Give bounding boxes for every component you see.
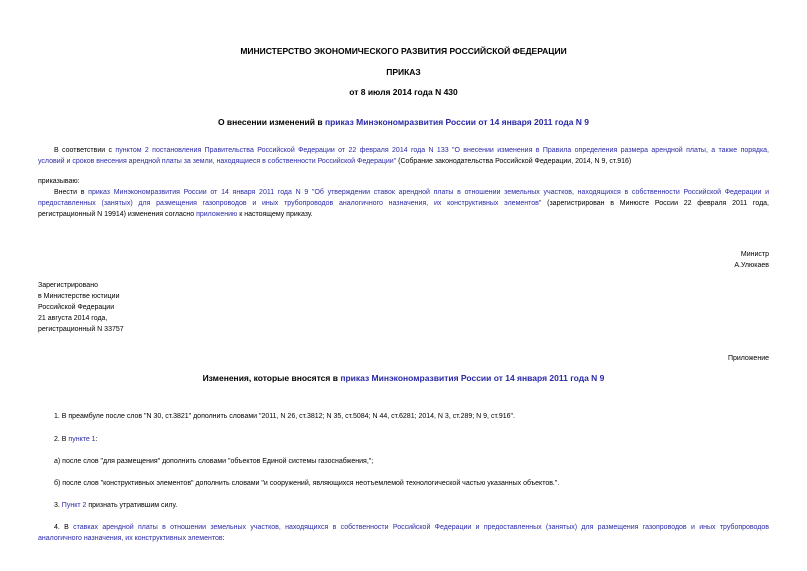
item-4-suffix: : xyxy=(222,535,225,542)
ministry-heading: МИНИСТЕРСТВО ЭКОНОМИЧЕСКОГО РАЗВИТИЯ РОССИЙСКОЙ ФЕДЕРАЦИИ xyxy=(240,46,567,56)
appendix-title-link[interactable]: приказ Минэкономразвития России от 14 января 2011 года N 9 xyxy=(340,373,605,383)
item-4-prefix: 4. В xyxy=(54,524,74,531)
document-title-link[interactable]: приказ Минэкономразвития России от 14 января 2011 года N 9 xyxy=(324,117,590,127)
preamble-text-2: (Собрание законодательства Российской Федерации, 2014, N 9, ст.916) xyxy=(396,158,632,165)
item-3-suffix: признать утратившим силу. xyxy=(86,502,178,509)
appendix-title xyxy=(0,373,807,383)
appendix-label: Приложение xyxy=(727,355,769,362)
registration-line: 21 августа 2014 года, xyxy=(38,315,108,322)
order-text-4: к настоящему приказу. xyxy=(237,211,313,218)
order-text-1: Внести в xyxy=(54,189,89,196)
document-title xyxy=(0,117,807,127)
item-4-line-1 xyxy=(38,522,769,533)
registration-line: Зарегистрировано xyxy=(38,282,98,289)
order-text-2: (зарегистрирован в Минюсте России 22 февраля 2011 года, xyxy=(541,200,769,207)
preamble-text-1: В соответствии с xyxy=(54,147,116,154)
item-2b: б) после слов "конструктивных элементов" дополнить словами "и сооружений, являющихся неотъемлемой технологической частью указанных объектов.". xyxy=(54,480,560,487)
appendix-link[interactable]: приложению xyxy=(196,211,238,218)
order-text-3: регистрационный N 19914) изменения согласно xyxy=(38,211,197,218)
item-2-link[interactable]: пункте 1 xyxy=(68,436,96,443)
item-3 xyxy=(54,500,177,511)
prikazyvayu-label: приказываю: xyxy=(38,178,80,185)
appendix-title-prefix: Изменения, которые вносятся в xyxy=(202,373,341,383)
registration-line: регистрационный N 33757 xyxy=(38,326,124,333)
order-link-1[interactable]: приказ Минэкономразвития России от 14 января 2011 года N 9 "Об утверждении ставок арендной платы в отношении земельных участков, находящихся в собственности Российской Федерации и xyxy=(88,189,769,196)
preamble-line-1 xyxy=(38,145,769,156)
registration-line: Российской Федерации xyxy=(38,304,115,311)
item-4-line-2 xyxy=(38,533,225,544)
doc-type-heading: ПРИКАЗ xyxy=(386,67,421,77)
item-2-suffix: : xyxy=(95,436,98,443)
signature-position: Министр xyxy=(740,251,769,258)
preamble-link-2[interactable]: условий и сроков внесения арендной платы за земли, находящиеся в собственности Российской Федерации" xyxy=(38,158,397,165)
item-2a: а) после слов "для размещения" дополнить словами "объектов Единой системы газоснабжения,"; xyxy=(54,458,374,465)
preamble-line-2 xyxy=(38,156,769,167)
signature-name: А.Улюкаев xyxy=(734,262,769,269)
order-date-number: от 8 июля 2014 года N 430 xyxy=(349,87,458,97)
item-4-link-1[interactable]: ставках арендной платы в отношении земельных участков, находящихся в собственности Российской Федерации и предоставленных (занятых) для размещения газопроводов и иных трубопроводов xyxy=(73,524,769,531)
item-3-link[interactable]: Пункт 2 xyxy=(61,502,87,509)
item-4-link-2[interactable]: аналогичного назначения, их конструктивных элементов xyxy=(38,535,223,542)
order-line-3 xyxy=(38,209,313,220)
item-3-prefix: 3. xyxy=(54,502,62,509)
preamble-link-1[interactable]: пунктом 2 постановления Правительства Российской Федерации от 22 февраля 2014 года N 133 "О внесении изменения в Правила определения размера арендной платы, а также порядка, xyxy=(115,147,770,154)
item-2-prefix: 2. В xyxy=(54,436,69,443)
registration-line: в Министерстве юстиции xyxy=(38,293,120,300)
item-1: 1. В преамбуле после слов "N 30, ст.3821" дополнить словами "2011, N 26, ст.3812; N 35, ст.5084; N 44, ст.6281; 2014, N 3, ст.289; N 9, ст.916". xyxy=(54,413,515,420)
order-line-2 xyxy=(38,198,769,209)
order-line-1 xyxy=(38,187,769,198)
document-title-prefix: О внесении изменений в xyxy=(217,117,325,127)
order-link-2[interactable]: предоставленных (занятых) для размещения газопроводов и иных трубопроводов аналогичного назначения, их конструктивных элементов" xyxy=(38,200,542,207)
item-2 xyxy=(54,434,98,445)
